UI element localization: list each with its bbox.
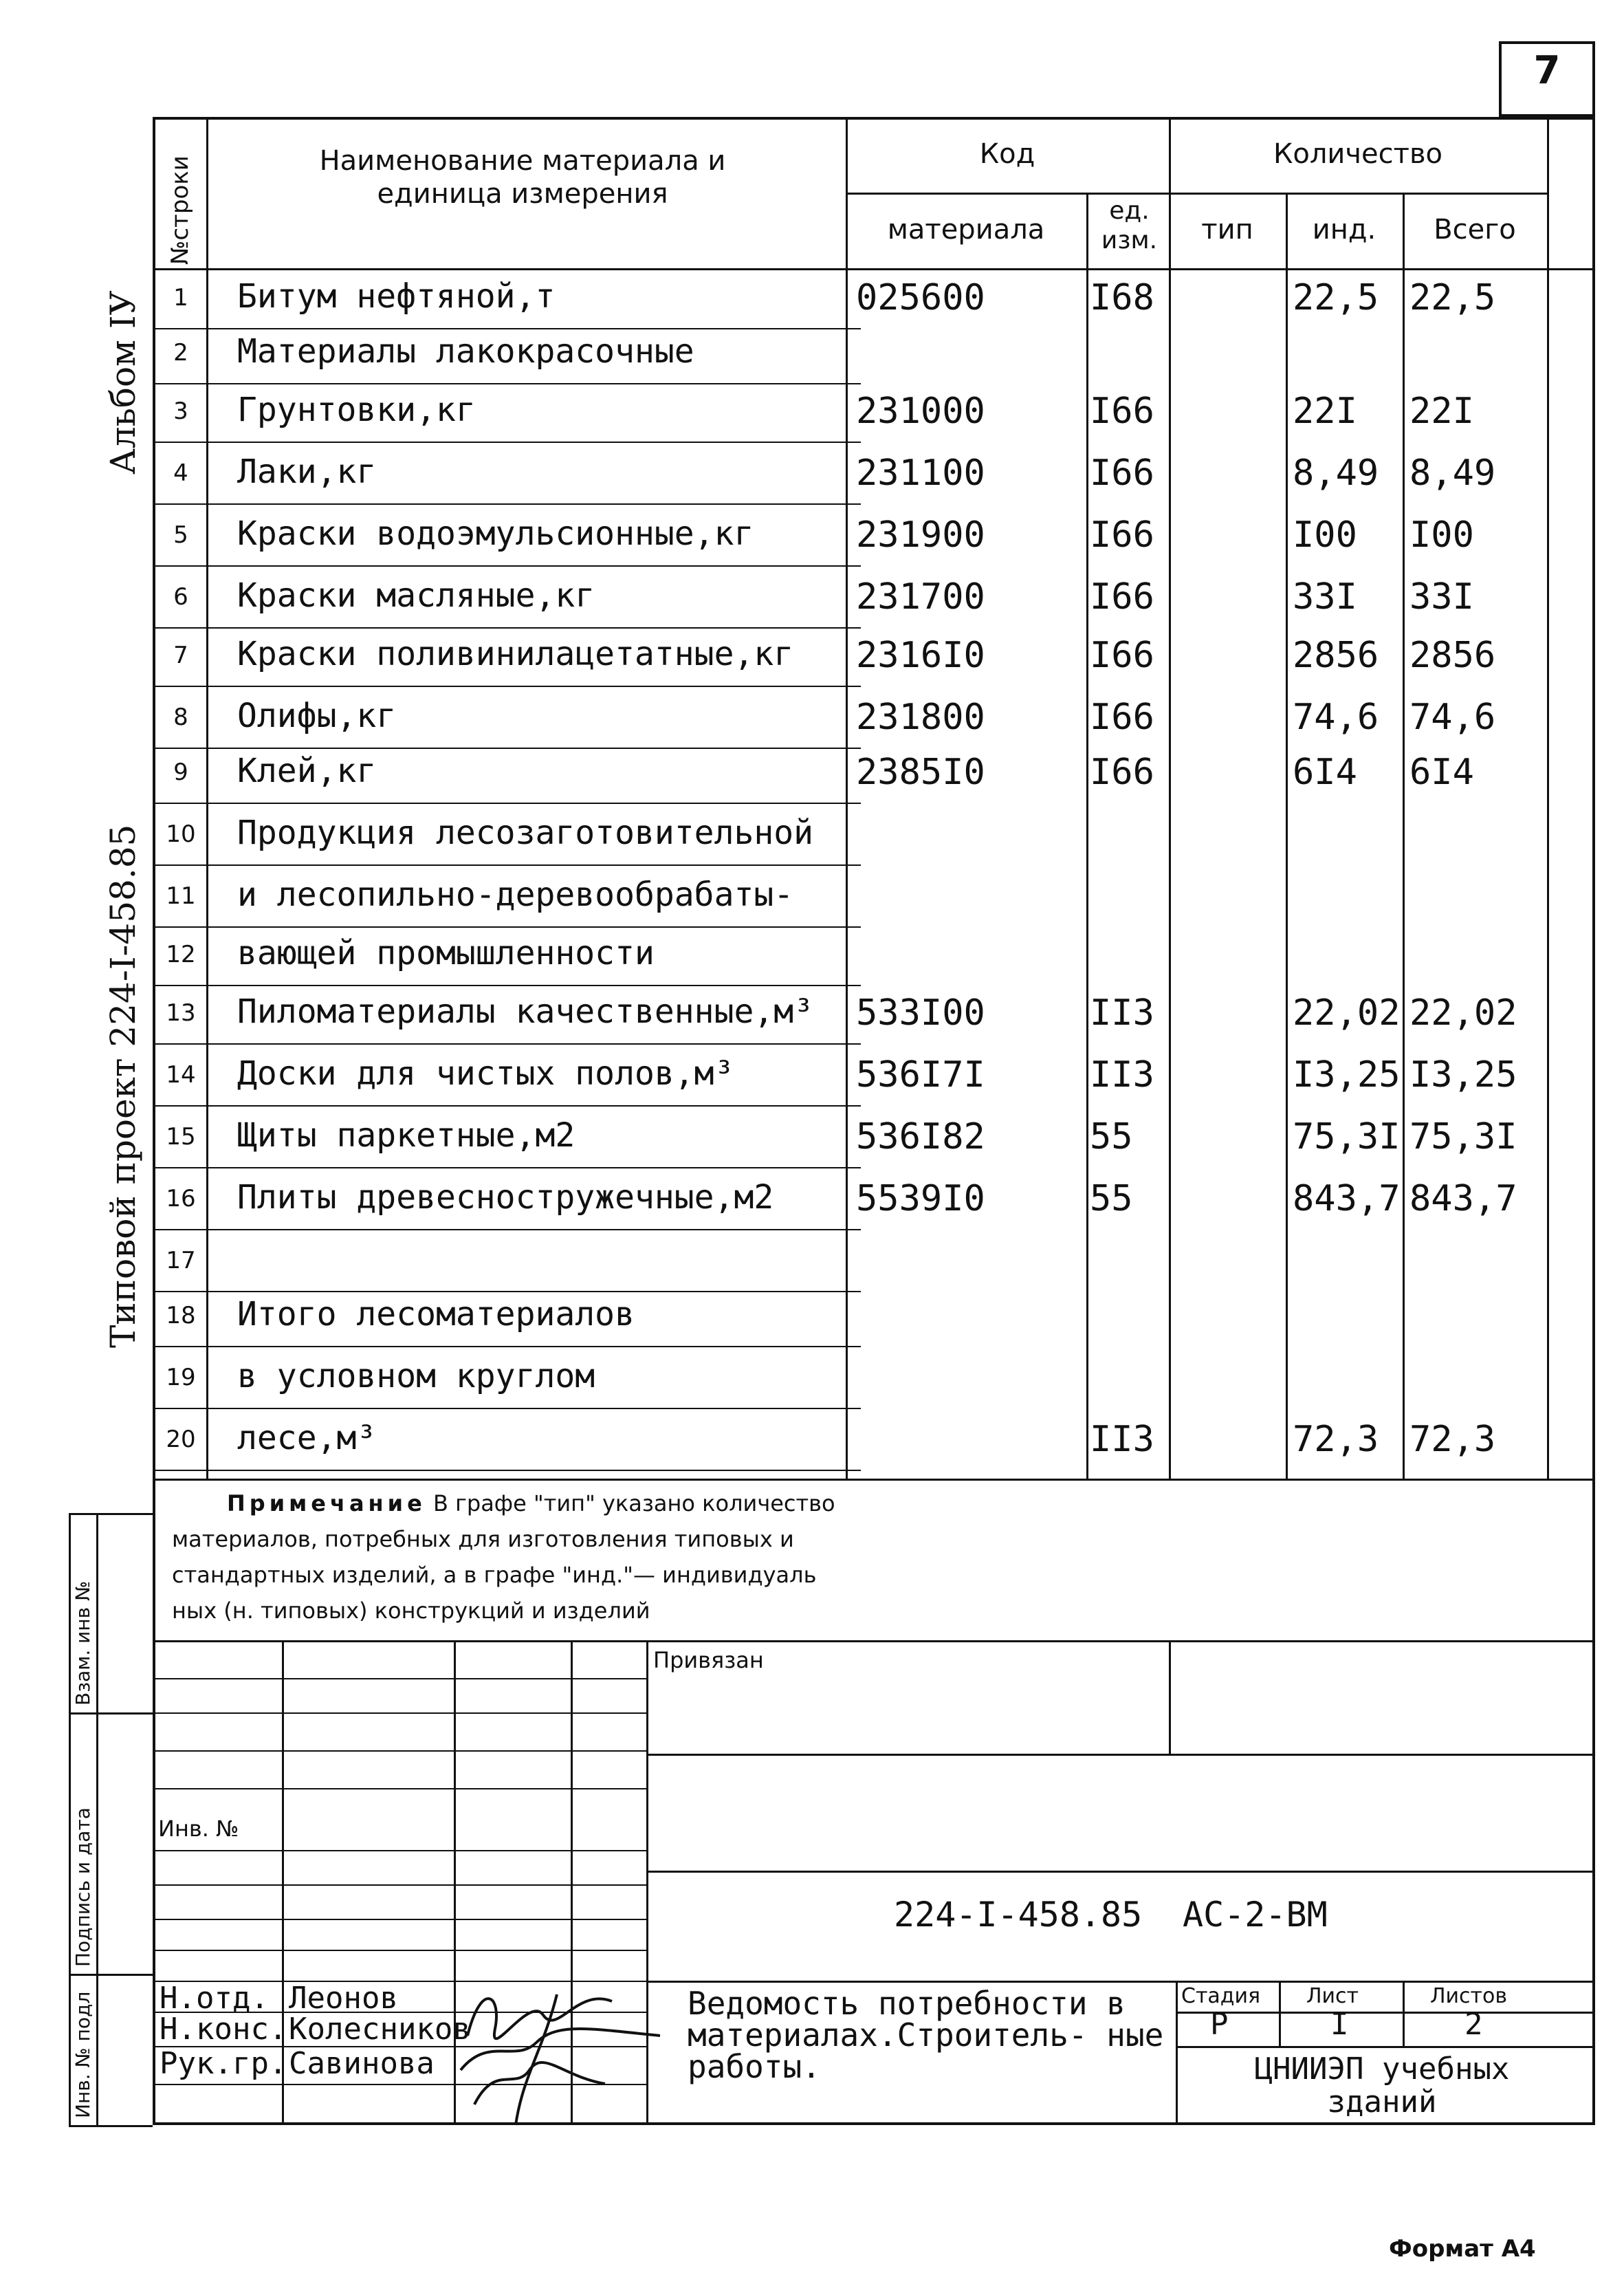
row-number: 11 <box>166 882 196 910</box>
row-name: Клей,кг <box>237 752 377 790</box>
row-number: 14 <box>166 1061 196 1089</box>
sheet-code: АС-2-ВМ <box>1183 1895 1328 1935</box>
row-number: 6 <box>173 583 188 611</box>
sheets-label: Листов <box>1430 1984 1508 2008</box>
name-1: Леонов <box>289 1981 398 2016</box>
header-total: Всего <box>1434 214 1516 246</box>
designation: 224-I-458.85 <box>894 1895 1143 1935</box>
row-number: 15 <box>166 1123 196 1151</box>
inv-no-label: Инв. № <box>158 1816 239 1842</box>
row-number: 17 <box>166 1247 196 1274</box>
role-1: Н.отд. <box>160 1981 269 2016</box>
row-code: 2385I0 <box>856 752 985 793</box>
row-name: Лаки,кг <box>237 453 377 491</box>
row-unit: I66 <box>1090 576 1154 618</box>
col-line-7 <box>1547 117 1549 1479</box>
row-name: Битум нефтяной,т <box>237 277 556 316</box>
row-underline <box>153 1346 861 1347</box>
row-number: 20 <box>166 1426 196 1453</box>
stamp-line-designation <box>646 1871 1595 1873</box>
row-underline <box>153 1291 861 1292</box>
side-label-podpis: Подпись и дата <box>72 1807 94 1967</box>
row-unit: I66 <box>1090 752 1154 793</box>
privyazan-label: Привязан <box>653 1647 764 1673</box>
table-bottom-line <box>153 1479 1595 1481</box>
side-bottom-line <box>69 2125 153 2127</box>
row-name: Пиломатериалы качественные,м³ <box>237 992 814 1031</box>
row-name: Краски поливинилацетатные,кг <box>237 635 794 673</box>
name-3: Савинова <box>289 2046 435 2081</box>
row-name: вающей промышленности <box>237 934 655 972</box>
organization: ЦНИИЭП учебных зданий <box>1254 2051 1510 2120</box>
stamp-stage-col-2 <box>1403 1981 1405 2046</box>
stamp-stage-line-2 <box>1176 2046 1595 2048</box>
row-total: 6I4 <box>1409 752 1474 793</box>
row-underline <box>153 1105 861 1107</box>
stage-value: Р <box>1210 2007 1229 2042</box>
row-underline <box>153 383 861 384</box>
side-top-line <box>69 1513 153 1515</box>
row-underline <box>153 442 861 443</box>
row-ind: 75,3I <box>1293 1116 1401 1157</box>
row-underline <box>153 748 861 749</box>
row-total: 33I <box>1409 576 1474 618</box>
row-underline <box>153 1167 861 1168</box>
page-number: 7 <box>1533 48 1561 93</box>
row-underline <box>153 985 861 986</box>
col-line-1 <box>206 117 208 1479</box>
row-ind: 74,6 <box>1293 697 1379 738</box>
row-unit: II3 <box>1090 1054 1154 1096</box>
row-name: Плиты древесностружечные,м2 <box>237 1178 774 1217</box>
row-code: 533I00 <box>856 992 985 1034</box>
stamp-stage-line-1 <box>1176 2012 1595 2014</box>
name-2: Колесников <box>289 2012 471 2047</box>
row-name: Итого лесоматериалов <box>237 1295 635 1334</box>
stamp-line-title <box>646 1981 1595 1983</box>
document-title-text: Ведомость потребности в материалах.Строитель- ные работы. <box>688 1985 1164 2085</box>
row-number: 9 <box>173 759 188 786</box>
row-code: 231700 <box>856 576 985 618</box>
row-underline <box>153 686 861 687</box>
note-line-4: ных (н. типовых) конструкций и изделий <box>172 1598 650 1624</box>
row-code: 231000 <box>856 391 985 432</box>
row-total: 22I <box>1409 391 1474 432</box>
row-name: Доски для чистых полов,м³ <box>237 1054 734 1093</box>
stamp-grid-line <box>153 1884 646 1886</box>
stamp-top-line <box>153 1640 1595 1642</box>
side-line-1 <box>69 1712 153 1715</box>
stamp-divider-2 <box>1169 1640 1171 1754</box>
row-unit: II3 <box>1090 992 1154 1034</box>
row-number: 12 <box>166 941 196 968</box>
row-ind: 33I <box>1293 576 1357 618</box>
row-underline <box>153 1229 861 1230</box>
header-bottom-line <box>153 268 1595 270</box>
row-underline <box>153 328 861 329</box>
header-code: Код <box>979 138 1035 170</box>
col-line-6 <box>1403 193 1405 1479</box>
row-underline <box>153 926 861 928</box>
row-unit: I66 <box>1090 514 1154 556</box>
row-code: 536I7I <box>856 1054 985 1096</box>
stamp-divider-3 <box>1176 1981 1178 2125</box>
header-row-no: №строки <box>166 155 194 265</box>
header-unit: ед. изм. <box>1101 197 1158 255</box>
sheets-value: 2 <box>1464 2007 1483 2042</box>
row-ind: 22,5 <box>1293 277 1379 318</box>
row-unit: I66 <box>1090 453 1154 494</box>
row-unit: II3 <box>1090 1419 1154 1460</box>
row-number: 1 <box>173 284 188 312</box>
row-underline <box>153 864 861 866</box>
row-name: лесе,м³ <box>237 1419 377 1457</box>
stage-label: Стадия <box>1181 1984 1261 2008</box>
stamp-grid-line <box>153 1712 646 1714</box>
header-mid-line <box>846 193 1547 195</box>
role-2: Н.конс. <box>160 2012 287 2047</box>
side-label-vzam: Взам. инв № <box>72 1580 94 1706</box>
side-line-2 <box>69 1974 153 1976</box>
row-total: 22,5 <box>1409 277 1496 318</box>
stamp-stage-col-1 <box>1279 1981 1281 2046</box>
header-material: материала <box>887 214 1045 246</box>
row-name: Краски масляные,кг <box>237 576 595 615</box>
row-number: 7 <box>173 642 188 669</box>
row-underline <box>153 1470 861 1471</box>
row-number: 16 <box>166 1185 196 1212</box>
row-ind: I00 <box>1293 514 1357 556</box>
row-underline <box>153 627 861 629</box>
note-line-3: стандартных изделий, а в графе "инд."— индивидуаль <box>172 1562 817 1588</box>
row-underline <box>153 803 861 804</box>
stamp-grid-line <box>153 1788 646 1789</box>
row-name: Олифы,кг <box>237 697 397 735</box>
row-code: 231100 <box>856 453 985 494</box>
note-title: Примечание <box>227 1490 426 1516</box>
stamp-grid-line <box>153 1919 646 1920</box>
row-name: в условном круглом <box>237 1357 595 1395</box>
header-type: тип <box>1201 214 1253 246</box>
row-underline <box>153 1043 861 1045</box>
row-number: 19 <box>166 1364 196 1391</box>
side-col-outer <box>69 1513 71 2125</box>
row-number: 2 <box>173 339 188 367</box>
document-title <box>688 1985 1169 2085</box>
row-code: 231800 <box>856 697 985 738</box>
row-name: и лесопильно-деревообрабаты- <box>237 875 794 914</box>
row-code: 2316I0 <box>856 635 985 676</box>
row-number: 10 <box>166 820 196 848</box>
row-number: 3 <box>173 398 188 425</box>
col-line-3 <box>1086 193 1088 1479</box>
stamp-line-privyazan <box>646 1754 1595 1756</box>
row-number: 8 <box>173 704 188 731</box>
row-name: Щиты паркетные,м2 <box>237 1116 575 1155</box>
row-number: 4 <box>173 459 188 487</box>
stamp-grid-line <box>153 1850 646 1851</box>
col-line-4 <box>1169 117 1171 1479</box>
row-unit: 55 <box>1090 1116 1133 1157</box>
row-code: 025600 <box>856 277 985 318</box>
row-total: 2856 <box>1409 635 1496 676</box>
row-underline <box>153 503 861 505</box>
row-name: Краски водоэмульсионные,кг <box>237 514 754 553</box>
header-ind: инд. <box>1312 214 1376 246</box>
col-line-2 <box>846 117 848 1479</box>
stamp-grid-line <box>153 1950 646 1951</box>
row-number: 13 <box>166 999 196 1027</box>
note-block <box>172 1485 1203 1629</box>
sheet-value: I <box>1330 2007 1349 2042</box>
row-code: 5539I0 <box>856 1178 985 1219</box>
row-ind: 22I <box>1293 391 1357 432</box>
row-total: 74,6 <box>1409 697 1496 738</box>
format-label: Формат А4 <box>1389 2235 1536 2263</box>
row-unit: I66 <box>1090 697 1154 738</box>
row-total: I3,25 <box>1409 1054 1517 1096</box>
row-ind: 843,7 <box>1293 1178 1401 1219</box>
role-3: Рук.гр. <box>160 2046 287 2081</box>
note-line-1: В графе "тип" указано количество <box>432 1490 835 1516</box>
row-code: 536I82 <box>856 1116 985 1157</box>
header-quantity: Количество <box>1273 138 1442 170</box>
row-total: I00 <box>1409 514 1474 556</box>
row-name: Материалы лакокрасочные <box>237 332 694 371</box>
row-name: Продукция лесозаготовительной <box>237 814 814 852</box>
row-total: 75,3I <box>1409 1116 1517 1157</box>
row-total: 843,7 <box>1409 1178 1517 1219</box>
row-ind: 6I4 <box>1293 752 1357 793</box>
row-unit: I66 <box>1090 391 1154 432</box>
row-code: 231900 <box>856 514 985 556</box>
album-label: Альбом IУ <box>103 290 143 475</box>
sheet-label: Лист <box>1306 1984 1359 2008</box>
row-number: 5 <box>173 521 188 549</box>
project-label: Типовой проект 224-I-458.85 <box>103 824 143 1348</box>
row-name: Грунтовки,кг <box>237 391 476 429</box>
row-ind: 22,02 <box>1293 992 1401 1034</box>
row-unit: I66 <box>1090 635 1154 676</box>
row-underline <box>153 565 861 567</box>
row-unit: 55 <box>1090 1178 1133 1219</box>
note-line-2: материалов, потребных для изготовления типовых и <box>172 1526 794 1552</box>
row-ind: I3,25 <box>1293 1054 1401 1096</box>
row-ind: 72,3 <box>1293 1419 1379 1460</box>
stamp-grid-line <box>153 1678 646 1679</box>
side-col-left <box>96 1513 98 2125</box>
row-total: 22,02 <box>1409 992 1517 1034</box>
header-name: Наименование материала и единица измерения <box>319 145 726 210</box>
stamp-grid-line <box>153 1750 646 1752</box>
row-total: 72,3 <box>1409 1419 1496 1460</box>
row-ind: 8,49 <box>1293 453 1379 494</box>
row-ind: 2856 <box>1293 635 1379 676</box>
row-total: 8,49 <box>1409 453 1496 494</box>
col-line-5 <box>1286 193 1288 1479</box>
row-unit: I68 <box>1090 277 1154 318</box>
row-number: 18 <box>166 1302 196 1329</box>
signatures <box>454 1953 701 2132</box>
side-label-inv-podl: Инв. № подл <box>72 1991 94 2118</box>
row-underline <box>153 1408 861 1409</box>
